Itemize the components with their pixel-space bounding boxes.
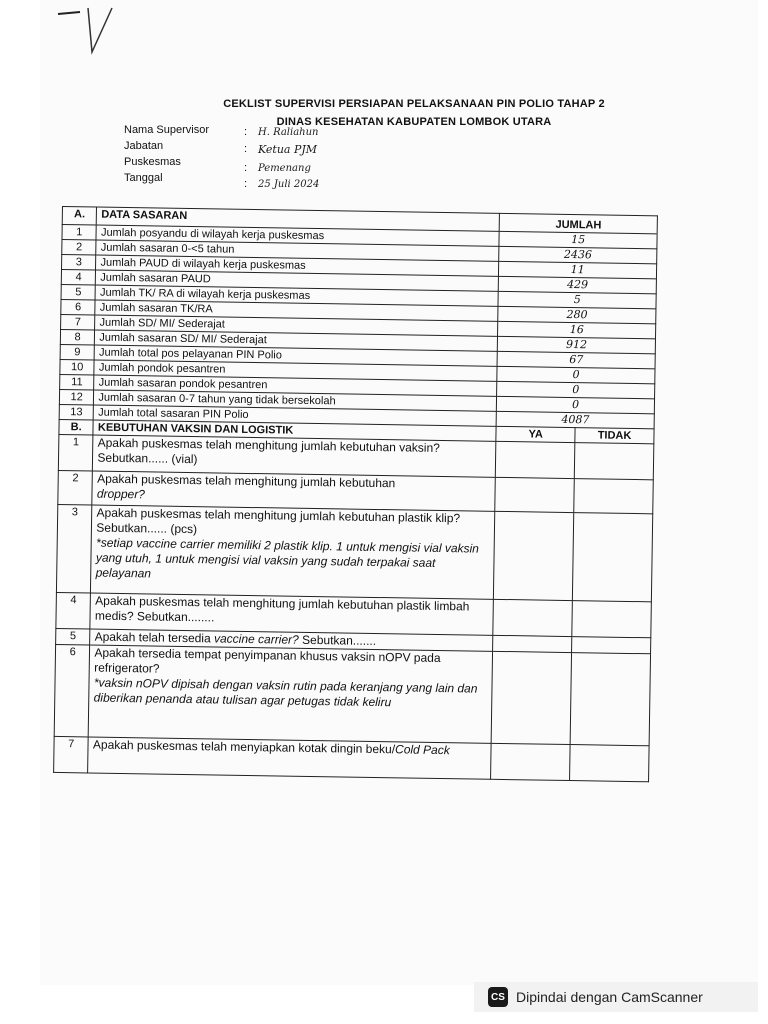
row-text: Jumlah posyandu di wilayah kerja puskesmas — [96, 225, 499, 246]
answer-tidak-4[interactable] — [572, 601, 651, 638]
label-puskesmas: Puskesmas — [124, 156, 181, 168]
label-tanggal: Tanggal — [124, 172, 163, 184]
answer-ya-4[interactable] — [493, 599, 572, 636]
row-number: 7 — [61, 314, 96, 330]
label-jabatan: Jabatan — [124, 140, 164, 152]
question-2-item: dropper? — [96, 486, 146, 502]
row-number: 5 — [61, 284, 96, 300]
answer-tidak-5[interactable] — [572, 637, 651, 654]
value-supervisor: H. Raliahun — [258, 127, 319, 138]
row-value: 4087 — [496, 411, 654, 428]
answer-ya-1[interactable] — [496, 441, 575, 478]
question-6-note: *vaksin nOPV dipisah dengan vaksin rutin pada keranjang yang lain dan diberikan penanda atau tulisan agar petugas tidak keliru — [93, 675, 478, 710]
column-ya: YA — [496, 426, 575, 442]
row-text: Jumlah total pos pelayanan PIN Polio — [94, 345, 497, 366]
row-number: 10 — [60, 359, 95, 375]
row-number: 2 — [62, 240, 97, 256]
camscanner-footer — [474, 982, 758, 1012]
question-3-text: Apakah puskesmas telah menghitung jumlah kebutuhan plastik klip? Sebutkan...... (pcs) — [96, 505, 461, 537]
row-value: 0 — [497, 396, 655, 413]
row-number: 13 — [59, 404, 94, 420]
row-value: 0 — [497, 381, 655, 398]
checklist-table — [53, 206, 658, 782]
row-text: Jumlah total sasaran PIN Polio — [94, 405, 497, 426]
row-number: 2 — [58, 470, 93, 505]
label-supervisor: Nama Supervisor — [124, 124, 209, 136]
camscanner-text: Dipindai dengan CamScanner — [516, 989, 703, 1005]
section-title: KEBUTUHAN VAKSIN DAN LOGISTIK — [93, 420, 496, 441]
question-2-text: Apakah puskesmas telah menghitung jumlah kebutuhan — [97, 471, 396, 491]
row-number: 1 — [62, 225, 97, 241]
row-number: 6 — [61, 299, 96, 315]
value-puskesmas: Pemenang — [258, 163, 311, 174]
question-3-note: *setiap vaccine carrier memiliki 2 plastik klip. 1 untuk mengisi vial vaksin yang utuh, 1 untuk mengisi vial vaksin yang sudah terpakai saat pelayanan — [95, 535, 479, 581]
row-value: 429 — [499, 276, 657, 293]
table-row — [54, 644, 650, 745]
handwritten-mark — [52, 2, 132, 62]
row-text: Jumlah TK/ RA di wilayah kerja puskesmas — [95, 285, 498, 306]
table-row — [56, 504, 652, 601]
colon: : — [244, 126, 248, 138]
question-1: Apakah puskesmas telah menghitung jumlah kebutuhan vaksin? Sebutkan...... (vial) — [93, 435, 496, 477]
camscanner-logo-icon: CS — [488, 987, 508, 1007]
row-value: 67 — [497, 351, 655, 368]
answer-ya-6[interactable] — [491, 651, 571, 744]
answer-tidak-6[interactable] — [570, 653, 650, 746]
question-6-text: Apakah tersedia tempat penyimpanan khusus vaksin nOPV pada refrigerator? — [94, 645, 441, 676]
value-jabatan: Ketua PJM — [258, 143, 318, 156]
question-5-item: vaccine carrier? — [213, 631, 299, 647]
column-tidak: TIDAK — [575, 428, 654, 444]
question-3 — [91, 505, 495, 599]
row-value: 0 — [497, 366, 655, 383]
row-text: Jumlah sasaran pondok pesantren — [94, 375, 497, 396]
answer-ya-5[interactable] — [493, 635, 572, 652]
row-number: 11 — [60, 374, 95, 390]
answer-tidak-3[interactable] — [573, 513, 653, 602]
question-5-text: Apakah telah tersedia — [94, 629, 211, 646]
section-title: DATA SASARAN — [97, 207, 500, 231]
row-value: 16 — [498, 321, 656, 338]
answer-tidak-7[interactable] — [570, 745, 649, 782]
question-7-text: Apakah puskesmas telah menyiapkan kotak dingin beku/ — [92, 737, 396, 757]
row-number: 9 — [60, 344, 95, 360]
colon: : — [244, 178, 248, 190]
row-number: 5 — [56, 628, 91, 645]
row-number: 8 — [60, 329, 95, 345]
row-value: 912 — [498, 336, 656, 353]
row-text: Jumlah pondok pesantren — [94, 360, 497, 381]
row-value: 2436 — [499, 246, 657, 263]
row-value: 11 — [499, 261, 657, 278]
row-number: 12 — [59, 389, 94, 405]
colon: : — [244, 143, 248, 155]
row-text: Jumlah sasaran 0-7 tahun yang tidak bersekolah — [94, 390, 497, 411]
row-text: Jumlah sasaran 0-<5 tahun — [96, 240, 499, 261]
question-4: Apakah puskesmas telah menghitung jumlah kebutuhan plastik limbah medis? Sebutkan........ — [90, 593, 493, 635]
question-5-suffix: Sebutkan....... — [301, 632, 377, 648]
row-number: 6 — [54, 644, 90, 737]
answer-ya-2[interactable] — [495, 477, 574, 512]
question-7-item: Cold Pack — [394, 742, 450, 758]
row-text: Jumlah PAUD di wilayah kerja puskesmas — [96, 255, 499, 276]
question-6 — [89, 645, 493, 743]
row-number: 4 — [56, 592, 91, 629]
value-tanggal: 25 Juli 2024 — [258, 179, 320, 190]
row-text: Jumlah sasaran SD/ MI/ Sederajat — [95, 330, 498, 351]
column-jumlah: JUMLAH — [500, 213, 658, 233]
answer-tidak-2[interactable] — [574, 479, 653, 514]
row-value: 15 — [499, 231, 657, 248]
row-text: Jumlah sasaran TK/RA — [95, 300, 498, 321]
row-number: 3 — [56, 504, 92, 593]
document-subtitle: DINAS KESEHATAN KABUPATEN LOMBOK UTARA — [276, 116, 552, 128]
section-code: A. — [62, 207, 97, 226]
row-value: 5 — [498, 291, 656, 308]
row-text: Jumlah sasaran PAUD — [96, 270, 499, 291]
row-value: 280 — [498, 306, 656, 323]
question-7 — [88, 737, 491, 779]
row-number: 4 — [61, 270, 96, 286]
answer-tidak-1[interactable] — [574, 443, 653, 480]
answer-ya-7[interactable] — [491, 743, 570, 780]
colon: : — [244, 162, 248, 174]
document-title: CEKLIST SUPERVISI PERSIAPAN PELAKSANAAN PIN POLIO TAHAP 2 — [223, 98, 605, 110]
row-number: 3 — [62, 255, 97, 271]
answer-ya-3[interactable] — [494, 511, 574, 600]
row-number: 1 — [58, 434, 93, 471]
row-number: 7 — [54, 736, 89, 773]
row-text: Jumlah SD/ MI/ Sederajat — [95, 315, 498, 336]
section-code: B. — [59, 419, 94, 435]
